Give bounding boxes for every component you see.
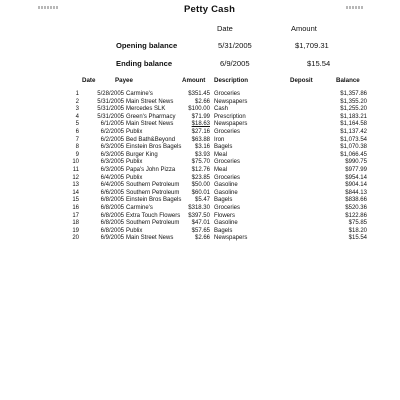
row-date: 6/8/2005: [100, 220, 124, 227]
row-description: Groceries: [214, 174, 241, 181]
row-date: 6/8/2005: [100, 227, 124, 234]
row-date: 6/1/2005: [100, 121, 124, 128]
row-date: 6/2/2005: [100, 136, 124, 143]
row-description: Groceries: [214, 129, 241, 135]
row-payee: Publix: [126, 129, 143, 135]
row-date: 6/4/2005: [100, 182, 124, 189]
row-number: 7: [75, 136, 79, 143]
column-header-balance: Balance: [336, 77, 360, 84]
opening-balance-label: Opening balance: [116, 41, 178, 50]
row-number: 4: [75, 113, 79, 120]
row-balance: $1,066.45: [340, 151, 367, 158]
row-payee: Southern Petroleum: [126, 220, 180, 227]
row-number: 9: [75, 151, 79, 158]
row-description: Bagels: [214, 197, 233, 204]
row-amount: $57.65: [191, 227, 210, 234]
row-date: 5/31/2005: [97, 98, 124, 105]
column-header-amount: Amount: [182, 77, 206, 84]
row-amount: $5.47: [194, 197, 210, 204]
row-number: 1: [75, 91, 79, 97]
opening-balance-amount: $1,709.31: [295, 41, 329, 50]
row-payee: Publix: [126, 159, 143, 166]
row-date: 6/2/2005: [100, 129, 124, 135]
row-amount: $397.50: [188, 212, 210, 219]
row-amount: $50.00: [191, 182, 210, 189]
row-description: Gasoline: [214, 189, 238, 196]
row-amount: $318.30: [188, 205, 210, 211]
row-balance: $977.99: [345, 167, 367, 173]
row-description: Newspapers: [214, 121, 248, 128]
row-balance: $1,255.20: [340, 106, 367, 113]
ending-balance-date: 6/9/2005: [220, 59, 250, 68]
row-payee: Main Street News: [126, 121, 174, 128]
row-description: Meal: [214, 167, 228, 173]
row-balance: $1,357.86: [340, 91, 367, 97]
row-number: 20: [72, 235, 79, 242]
row-date: 5/28/2005: [97, 91, 124, 97]
row-payee: Carmine's: [126, 91, 153, 97]
row-amount: $2.66: [194, 98, 210, 105]
scan-artifact-left: [38, 6, 58, 9]
row-date: 6/3/2005: [100, 144, 124, 151]
row-balance: $15.54: [348, 235, 367, 242]
row-description: Bagels: [214, 144, 233, 151]
row-amount: $351.45: [188, 91, 210, 97]
row-payee: Southern Petroleum: [126, 189, 180, 196]
row-payee: Einstein Bros Bagels: [126, 144, 182, 151]
row-balance: $990.75: [345, 159, 367, 166]
row-number: 17: [72, 212, 79, 219]
row-number: 3: [75, 106, 79, 113]
row-number: 12: [72, 174, 79, 181]
row-balance: $1,073.54: [340, 136, 367, 143]
row-date: 5/31/2005: [97, 106, 124, 113]
table-row: [0, 234, 400, 242]
ending-balance-label: Ending balance: [116, 59, 173, 68]
row-balance: $75.85: [348, 220, 367, 227]
row-amount: $12.76: [191, 167, 210, 173]
row-date: 6/3/2005: [100, 167, 124, 173]
row-description: Groceries: [214, 205, 241, 211]
row-balance: $904.14: [345, 182, 367, 189]
row-payee: Publix: [126, 227, 143, 234]
row-number: 16: [72, 205, 79, 211]
row-description: Gasoline: [214, 220, 238, 227]
row-payee: Publix: [126, 174, 143, 181]
row-description: Gasoline: [214, 182, 238, 189]
row-date: 5/31/2005: [97, 113, 124, 120]
row-description: Cash: [214, 106, 229, 113]
row-amount: $60.01: [191, 189, 210, 196]
column-header-description: Description: [214, 77, 249, 84]
row-amount: $63.88: [191, 136, 210, 143]
row-number: 14: [72, 189, 79, 196]
row-payee: Green's Pharmacy: [126, 113, 176, 120]
row-number: 6: [75, 129, 79, 135]
row-number: 8: [75, 144, 79, 151]
row-amount: $75.70: [191, 159, 210, 166]
row-description: Groceries: [214, 91, 241, 97]
row-description: Newspapers: [214, 235, 248, 242]
row-balance: $520.36: [345, 205, 367, 211]
row-number: 10: [72, 159, 79, 166]
row-number: 5: [75, 121, 79, 128]
row-amount: $71.99: [191, 113, 210, 120]
row-number: 11: [72, 167, 79, 173]
row-description: Bagels: [214, 227, 233, 234]
row-date: 6/4/2005: [100, 174, 124, 181]
row-number: 15: [72, 197, 79, 204]
row-amount: $23.85: [191, 174, 210, 181]
row-balance: $1,355.20: [340, 98, 367, 105]
row-balance: $1,183.21: [340, 113, 367, 120]
row-balance: $1,070.38: [340, 144, 367, 151]
row-amount: $18.63: [191, 121, 210, 128]
row-number: 13: [72, 182, 79, 189]
row-date: 6/3/2005: [100, 159, 124, 166]
row-payee: Main Street News: [126, 235, 174, 242]
row-date: 6/8/2005: [100, 212, 124, 219]
row-payee: Mercedes SLK: [126, 106, 166, 113]
row-description: Meal: [214, 151, 228, 158]
row-payee: Main Street News: [126, 98, 174, 105]
row-description: Newspapers: [214, 98, 248, 105]
row-payee: Burger King: [126, 151, 158, 158]
row-amount: $3.93: [194, 151, 210, 158]
row-payee: Papa's John Pizza: [126, 167, 176, 173]
row-description: Prescription: [214, 113, 246, 120]
row-description: Iron: [214, 136, 225, 143]
row-date: 6/3/2005: [100, 151, 124, 158]
scan-artifact-right: [346, 6, 364, 9]
row-number: 18: [72, 220, 79, 227]
row-date: 6/9/2005: [100, 235, 124, 242]
ending-balance-amount: $15.54: [307, 59, 331, 68]
row-date: 6/6/2005: [100, 189, 124, 196]
row-balance: $844.13: [345, 189, 367, 196]
row-amount: $100.00: [188, 106, 210, 113]
column-header-date: Date: [82, 77, 96, 84]
row-amount: $2.66: [194, 235, 210, 242]
row-balance: $122.86: [345, 212, 367, 219]
row-amount: $27.16: [191, 129, 210, 135]
row-balance: $838.66: [345, 197, 367, 204]
row-number: 19: [72, 227, 79, 234]
row-payee: Southern Petroleum: [126, 182, 180, 189]
opening-balance-date: 5/31/2005: [218, 41, 252, 50]
row-payee: Bed Bath&Beyond: [126, 136, 176, 143]
row-balance: $18.20: [348, 227, 367, 234]
row-balance: $954.14: [345, 174, 367, 181]
row-payee: Extra Touch Flowers: [126, 212, 181, 219]
column-header-deposit: Deposit: [290, 77, 313, 84]
row-description: Flowers: [214, 212, 236, 219]
column-header-payee: Payee: [115, 77, 133, 84]
row-amount: $47.01: [191, 220, 210, 227]
row-balance: $1,164.58: [340, 121, 367, 128]
row-amount: $3.16: [194, 144, 210, 151]
summary-amount-header: Amount: [291, 24, 317, 33]
row-description: Groceries: [214, 159, 241, 166]
summary-date-header: Date: [217, 24, 233, 33]
row-number: 2: [75, 98, 79, 105]
row-date: 6/8/2005: [100, 205, 124, 211]
page-title: Petty Cash: [184, 4, 236, 15]
row-payee: Carmine's: [126, 205, 153, 211]
row-balance: $1,137.42: [340, 129, 367, 135]
row-payee: Einstein Bros Bagels: [126, 197, 182, 204]
row-date: 6/8/2005: [100, 197, 124, 204]
